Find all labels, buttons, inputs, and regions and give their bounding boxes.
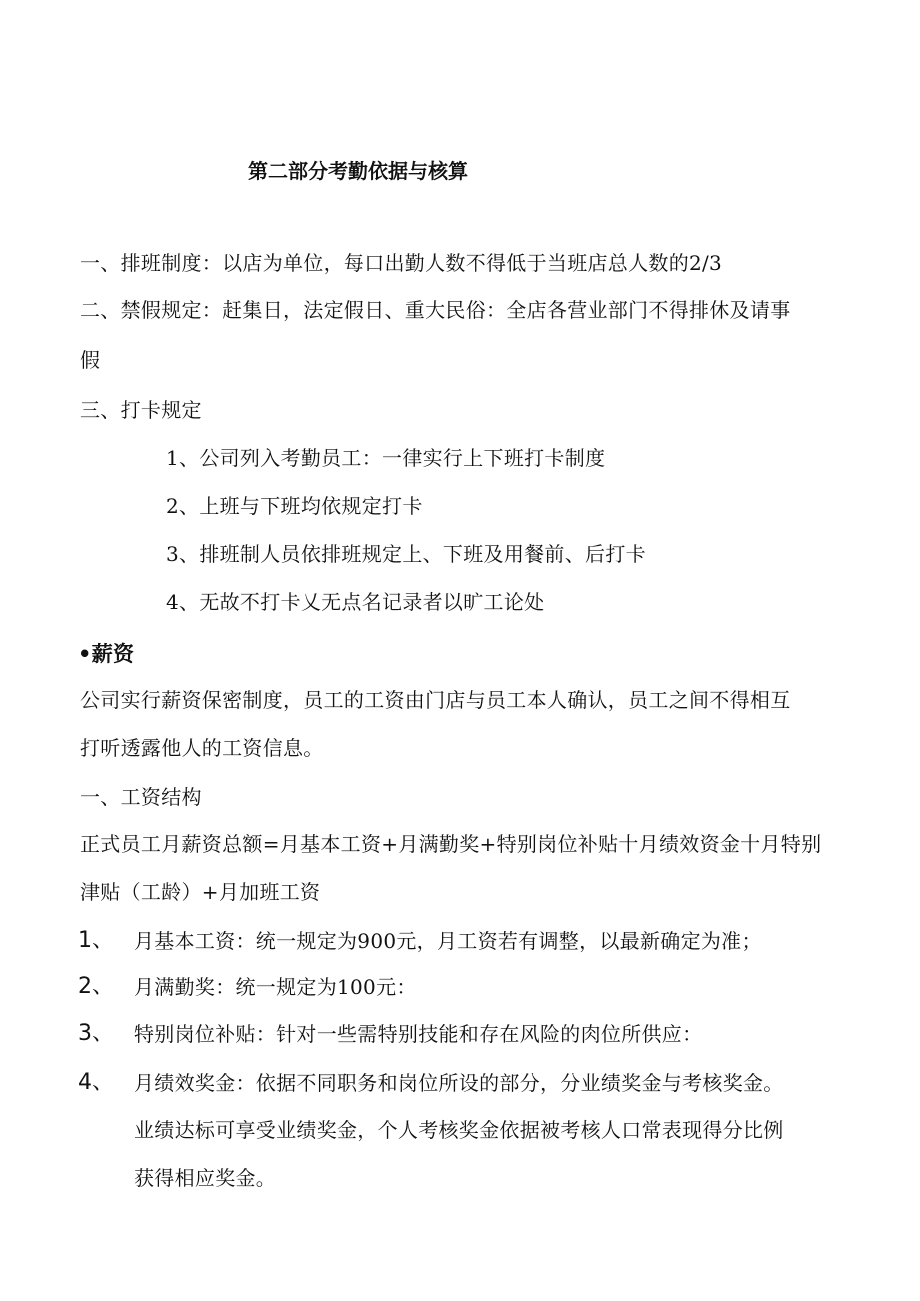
clock-rule-item: 1、公司列入考勤员工：一律实行上下班打卡制度 <box>166 446 606 470</box>
salary-formula-line1: 正式员工月薪资总额=月基本工资+月满勤奖+特别岗位补贴十月绩效资金十月特别 <box>80 832 822 856</box>
salary-intro-line1: 公司实行薪资保密制度，员工的工资由门店与员工本人确认，员工之间不得相互 <box>80 688 791 712</box>
salary-item-number: 2、 <box>78 974 114 999</box>
salary-formula-line2: 津贴（工龄）+月加班工资 <box>80 880 321 904</box>
leave-rule-line2: 假 <box>80 348 101 372</box>
scheduling-rule: 一、排班制度：以店为单位，每口出勤人数不得低于当班店总人数的2/3 <box>80 251 723 275</box>
clock-rule-heading: 三、打卡规定 <box>80 398 202 422</box>
salary-item-text: 月基本工资：统一规定为900元，月工资若有调整，以最新确定为准； <box>134 929 762 953</box>
salary-item-number: 3、 <box>78 1021 114 1046</box>
salary-heading: •薪资 <box>78 642 135 666</box>
clock-rule-item: 3、排班制人员依排班规定上、下班及用餐前、后打卡 <box>166 542 646 566</box>
salary-item-text: 月满勤奖：统一规定为100元： <box>134 975 417 999</box>
salary-item-text: 特别岗位补贴：针对一些需特别技能和存在风险的肉位所供应： <box>134 1022 703 1046</box>
salary-item-number: 1、 <box>78 928 114 953</box>
salary-intro-line2: 打听透露他人的工资信息。 <box>80 736 324 760</box>
salary-item4-continuation-line1: 业绩达标可享受业绩奖金，个人考核奖金依据被考核人口常表现得分比例 <box>134 1118 784 1142</box>
clock-rule-item: 2、上班与下班均依规定打卡 <box>166 494 423 518</box>
leave-rule-line1: 二、禁假规定：赶集日，法定假日、重大民俗：全店各营业部门不得排休及请事 <box>80 298 791 322</box>
salary-item-text: 月绩效奖金：依据不同职务和岗位所设的部分，分业绩奖金与考核奖金。 <box>134 1071 784 1095</box>
salary-item-number: 4、 <box>78 1070 114 1095</box>
salary-structure-heading: 一、工资结构 <box>80 785 202 809</box>
salary-item4-continuation-line2: 获得相应奖金。 <box>134 1166 277 1190</box>
clock-rule-item: 4、无故不打卡乂无点名记录者以旷工论处 <box>166 590 545 614</box>
document-title: 第二部分考勤依据与核算 <box>248 159 468 183</box>
